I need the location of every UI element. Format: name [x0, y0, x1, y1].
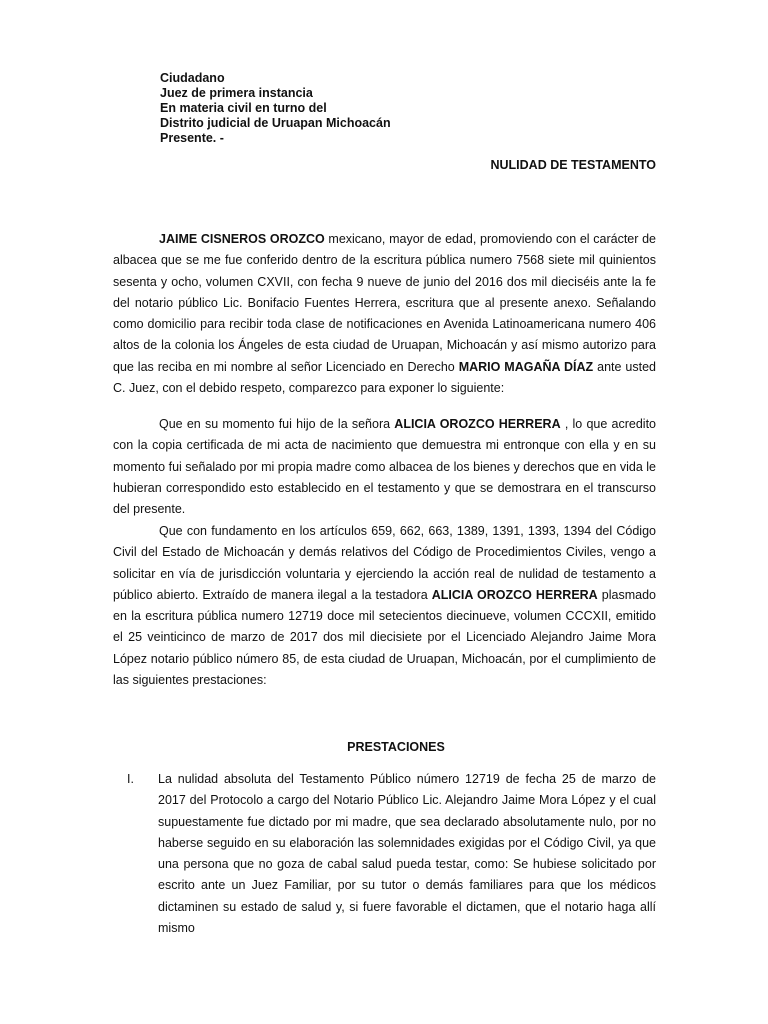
addressee-line-4: Distrito judicial de Uruapan Michoacán	[160, 116, 391, 130]
paragraph-2-text-a: Que en su momento fui hijo de la señora	[159, 417, 395, 431]
document-title: NULIDAD DE TESTAMENTO	[490, 158, 656, 172]
paragraph-3-text-a: Que con fundamento en los artículos 659, 662, 663, 1389, 1391, 1393, 1394 del Código Civil del Estado de Michoacán y demás relativos del Código de Procedimientos Civiles, vengo a solicitar en vía de jurisdicción voluntaria y ejerciendo la acción real de nulidad de testamento a público abierto. Extraído de manera ilegal a la testadora	[113, 524, 656, 602]
list-item-text: La nulidad absoluta del Testamento Público número 12719 de fecha 25 de marzo de 2017 del Protocolo a cargo del Notario Público Lic. Alejandro Jaime Mora López y el cual supuestamente fue dictado por mi madre, que sea declarado absolutamente nulo, por no haberse seguido en su elaboración las solemnidades exigidas por el Código Civil, ya que una persona que no goza de cabal salud pueda testar, como: Se hubiese solicitado por escrito ante un Juez Familiar, por su tutor o demás familiares para que los médicos dictaminen su estado de salud y, si fuere favorable el dictamen, que el notario haga allí mismo	[158, 772, 656, 936]
paragraph-2-text-b: , lo que acredito con la copia certificada de mi acta de nacimiento que demuestra mi entronque con ella y en su momento fui señalado por mi propia madre como albacea de los bienes y derechos que en vida le hubieran correspondido esto establecido en el testamento y que se demostrara en el transcurso del presente.	[113, 417, 656, 517]
addressee-line-2: Juez de primera instancia	[160, 86, 313, 100]
testadora-name: ALICIA OROZCO HERRERA	[431, 587, 598, 602]
mother-name: ALICIA OROZCO HERRERA	[394, 417, 561, 431]
addressee-line-5: Presente. -	[160, 131, 224, 145]
paragraph-1	[113, 229, 656, 399]
addressee-line-3: En materia civil en turno del	[160, 101, 327, 115]
paragraph-2	[113, 414, 656, 520]
lawyer-name: MARIO MAGAÑA DÍAZ	[458, 359, 594, 374]
prestaciones-heading: PRESTACIONES	[347, 740, 445, 754]
paragraph-1-text-b: ante usted C. Juez, con el debido respeto, comparezco para exponer lo siguiente:	[113, 359, 656, 396]
paragraph-1-text-a: mexicano, mayor de edad, promoviendo con el carácter de albacea que se me fue conferido dentro de la escritura pública numero 7568 siete mil quinientos sesenta y ocho, volumen CXVII, con fecha 9 nueve de junio del 2016 dos mil dieciséis ante la fe del notario público Lic. Bonifacio Fuentes Herrera, escritura que al presente anexo. Señalando como domicilio para recibir toda clase de notificaciones en Avenida Latinoamericana numero 406 altos de la colonia los Ángeles de esta ciudad de Uruapan, Michoacán y así mismo autorizo para que las reciba en mi nombre al señor Licenciado en Derecho	[113, 232, 656, 374]
promovente-name: JAIME CISNEROS OROZCO	[159, 232, 325, 246]
addressee-line-1: Ciudadano	[160, 71, 225, 85]
addressee-block	[160, 71, 391, 146]
paragraph-3	[113, 521, 656, 691]
paragraph-3-text-b: plasmado en la escritura pública numero 12719 doce mil setecientos diecinueve, volumen CCCXII, emitido el 25 veinticinco de marzo de 2017 dos mil diecisiete por el Licenciado Alejandro Jaime Mora López notario público número 85, de esta ciudad de Uruapan, Michoacán, por el cumplimiento de las siguientes prestaciones:	[113, 587, 656, 688]
list-item	[113, 769, 656, 939]
prestaciones-list	[113, 769, 656, 939]
list-item-numeral: I.	[127, 772, 134, 786]
